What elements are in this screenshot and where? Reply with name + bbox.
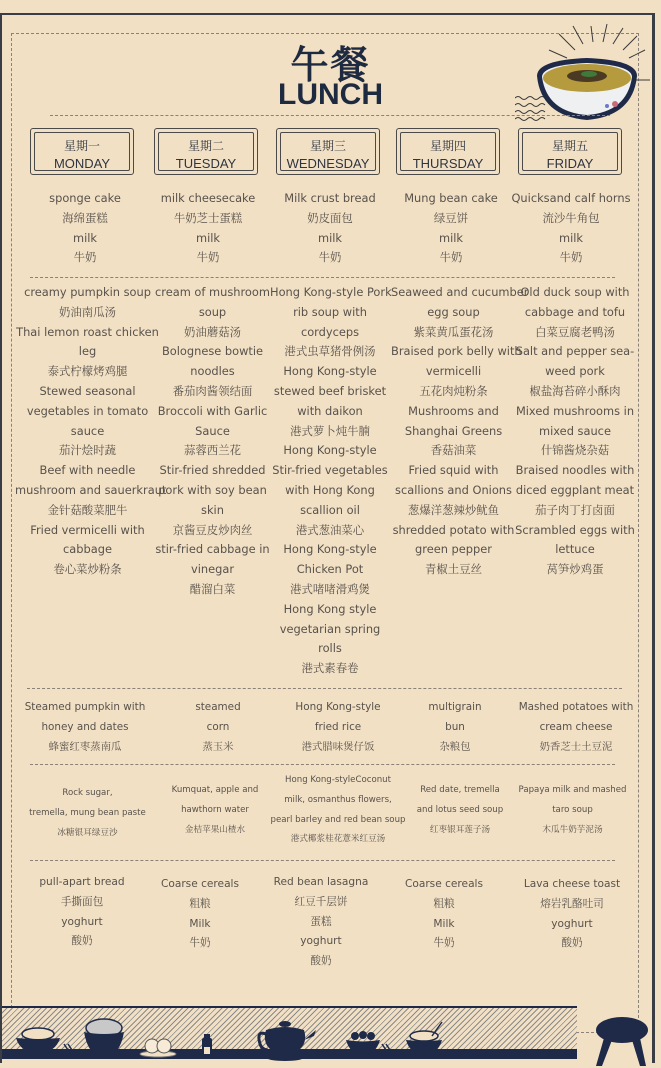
menu-item: 紫菜黄瓜蛋花汤 [413, 324, 494, 339]
menu-item: Braised noodles with [515, 463, 635, 478]
menu-item: Hong Kong-style [283, 443, 377, 458]
menu-item: 葱爆洋葱辣炒鱿鱼 [407, 502, 500, 517]
menu-item: 粗粮 [433, 897, 455, 910]
menu-item: Braised pork belly with [391, 344, 522, 359]
friday-dessert-soup [510, 781, 635, 840]
menu-item: 港式素春卷 [301, 661, 359, 676]
day-label-en: MONDAY [53, 156, 111, 171]
menu-item: Stir-fried vegetables [272, 463, 388, 478]
menu-item: Red bean lasagna [273, 876, 369, 888]
friday-main-dishes [515, 283, 635, 580]
menu-item: 红枣银耳莲子汤 [429, 824, 491, 835]
menu-item: Scrambled eggs with [515, 522, 635, 537]
menu-item: 牛奶 [559, 250, 583, 265]
menu-item: milk [438, 230, 464, 245]
menu-item: Sauce [195, 423, 230, 438]
menu-item: 番茄肉酱领结面 [172, 383, 253, 398]
day-label-zh: 星期二 [187, 139, 224, 153]
menu-item: 奶油蘑菇汤 [184, 324, 241, 339]
menu-item: Broccoli with Garlic [157, 403, 268, 418]
menu-item: Milk [189, 917, 211, 930]
thursday-main-dishes [391, 283, 529, 580]
menu-item: 绿豆饼 [433, 210, 469, 225]
menu-item: 酸奶 [561, 937, 583, 950]
tuesday-afternoon-snack [140, 875, 260, 954]
menu-item: 椒盐海苔碎小酥肉 [529, 383, 621, 398]
day-monday [30, 128, 134, 175]
tuesday-morning-snack [148, 189, 268, 268]
menu-item: Papaya milk and mashed [518, 785, 627, 795]
menu-item: tremella, mung bean paste [29, 807, 146, 818]
menu-item: Hong Kong-style [295, 701, 381, 713]
menu-item: 奶皮面包 [307, 210, 353, 225]
menu-item: 酸奶 [310, 955, 332, 968]
menu-item: Shanghai Greens [404, 423, 503, 438]
menu-item: Red date, tremella [420, 785, 500, 795]
menu-item: multigrain [428, 701, 482, 713]
menu-item: with daikon [297, 403, 363, 418]
menu-item: milk [558, 230, 584, 245]
menu-item: weed pork [545, 364, 605, 379]
menu-item: 什锦酱烧杂菇 [540, 443, 610, 458]
menu-item: 流沙牛角包 [542, 210, 600, 225]
menu-item: creamy pumpkin soup [24, 285, 151, 299]
menu-item: vegetarian spring [279, 621, 381, 636]
menu-item: 牛奶 [318, 250, 342, 265]
menu-item: fried rice [314, 720, 362, 733]
rice-bowl-spoon-icon [406, 1022, 442, 1056]
menu-item: mushroom and sauerkraut [15, 482, 167, 497]
section-divider [27, 688, 622, 689]
monday-main-dishes [15, 283, 167, 580]
tuesday-main-dishes [155, 283, 270, 600]
menu-item: Mushrooms and [408, 403, 499, 418]
menu-item: taro soup [552, 804, 593, 815]
tuesday-dessert-soup [160, 781, 270, 840]
menu-item: Seaweed and cucumber [391, 285, 529, 299]
teapot-icon [259, 1021, 316, 1061]
menu-item: Mashed potatoes with [518, 701, 634, 713]
menu-item: rolls [318, 641, 342, 656]
menu-item: Steamed pumpkin with [24, 701, 146, 713]
menu-item: sponge cake [49, 191, 121, 205]
menu-item: cabbage [63, 542, 112, 557]
day-label-en: FRIDAY [546, 156, 594, 171]
menu-item: bun [445, 720, 465, 733]
friday-staple [516, 698, 636, 757]
menu-item: 海绵蛋糕 [62, 210, 108, 225]
menu-item: yoghurt [61, 915, 103, 928]
menu-item: Chicken Pot [296, 562, 364, 577]
menu-item: Fried vermicelli with [30, 522, 145, 537]
menu-item: Hong Kong-style [283, 542, 377, 557]
weekday-header-row [0, 128, 661, 176]
day-label-zh: 星期三 [309, 139, 346, 153]
monday-dessert-soup [20, 784, 155, 843]
menu-item: 港式腊味煲仔饭 [301, 740, 375, 753]
menu-item: 青椒土豆丝 [425, 562, 482, 577]
monday-morning-snack [25, 189, 145, 268]
menu-item: 港式虫草猪骨例汤 [284, 344, 376, 359]
menu-item: honey and dates [41, 720, 129, 733]
menu-item: 白菜豆腐老鸭汤 [535, 324, 615, 339]
menu-item: vegetables in tomato [26, 403, 149, 418]
menu-item: 卷心菜炒粉条 [53, 562, 122, 577]
menu-item: 五花肉炖粉条 [419, 383, 488, 398]
menu-item: pearl barley and red bean soup [270, 814, 406, 825]
menu-item: egg soup [427, 304, 480, 319]
menu-item: Bolognese bowtie [161, 344, 264, 359]
noodle-bowl-icon [84, 1019, 124, 1058]
menu-item: corn [206, 720, 230, 733]
day-label-en: WEDNESDAY [286, 156, 370, 171]
menu-item: 茄子肉丁打卤面 [535, 502, 615, 517]
menu-item: pull-apart bread [39, 876, 125, 888]
menu-item: 京酱豆皮炒肉丝 [172, 522, 253, 537]
wednesday-dessert-soup [268, 771, 408, 850]
section-divider [30, 860, 615, 861]
menu-item: Kumquat, apple and [171, 785, 259, 795]
menu-item: cream cheese [539, 720, 613, 733]
menu-item: milk [195, 230, 221, 245]
menu-item: yoghurt [551, 917, 593, 930]
menu-item: Milk crust bread [284, 191, 376, 205]
menu-item: stir-fried cabbage in [155, 542, 270, 557]
title-english: LUNCH [278, 78, 383, 111]
menu-item: hawthorn water [181, 804, 249, 815]
menu-item: shredded potato with [392, 522, 515, 537]
thursday-morning-snack [391, 189, 511, 268]
menu-item: 蜂蜜红枣蒸南瓜 [48, 740, 122, 753]
menu-item: Lava cheese toast [523, 878, 621, 890]
stool-icon [596, 1017, 648, 1066]
day-thursday [396, 128, 500, 175]
menu-item: Fried squid with [408, 463, 499, 478]
tuesday-staple [158, 698, 278, 757]
menu-item: lettuce [555, 542, 595, 557]
menu-item: 蛋糕 [310, 915, 332, 928]
thursday-dessert-soup [405, 781, 515, 840]
menu-item: 熔岩乳酪吐司 [540, 897, 604, 910]
menu-item: Hong Kong-style [283, 364, 377, 379]
menu-item: 手撕面包 [60, 895, 104, 908]
friday-afternoon-snack [512, 875, 632, 954]
rice-bowl-icon [16, 1028, 60, 1057]
menu-item: Thai lemon roast chicken [16, 324, 159, 339]
day-label-en: TUESDAY [175, 156, 237, 171]
menu-item: scallions and Onions [395, 482, 512, 497]
menu-item: Coarse cereals [160, 878, 240, 890]
buns-icon [140, 1039, 176, 1057]
menu-item: Hong Kong style [283, 601, 377, 616]
day-wednesday [276, 128, 380, 175]
menu-item: Milk [433, 917, 455, 930]
menu-item: cream of mushroom [155, 285, 270, 299]
chopsticks-icon [382, 1044, 394, 1056]
menu-item: Mixed mushrooms in [515, 403, 635, 418]
menu-item: cabbage and tofu [524, 304, 626, 319]
menu-item: diced eggplant meat [515, 482, 635, 497]
menu-item: Coarse cereals [404, 878, 484, 890]
menu-item: Rock sugar, [62, 788, 113, 798]
menu-item: 牛奶 [439, 250, 463, 265]
menu-item: vinegar [190, 562, 235, 577]
thursday-afternoon-snack [384, 875, 504, 954]
menu-item: 杂粮包 [439, 740, 471, 753]
menu-item: 奶香芝士土豆泥 [539, 740, 613, 753]
menu-item: mixed sauce [539, 423, 611, 438]
menu-item: sauce [70, 423, 105, 438]
chopsticks-icon [64, 1044, 76, 1056]
monday-afternoon-snack [22, 873, 142, 952]
menu-item: stewed beef brisket [273, 383, 387, 398]
menu-item: and lotus seed soup [416, 804, 504, 815]
menu-item: 酸奶 [71, 935, 93, 948]
day-label-en: THURSDAY [412, 156, 484, 171]
title-divider [50, 115, 610, 116]
day-friday [518, 128, 622, 175]
dumpling-bowl-icon [346, 1031, 380, 1056]
menu-item: 蒸玉米 [202, 740, 234, 753]
menu-item: steamed [195, 701, 241, 713]
menu-item: 红豆千层饼 [294, 895, 348, 908]
menu-item: Hong Kong-styleCoconut [285, 775, 391, 785]
day-label-zh: 星期四 [429, 139, 466, 153]
menu-item: Hong Kong-style Pork [270, 285, 392, 299]
menu-item: Stir-fried shredded [159, 463, 266, 478]
footer-illustrations [0, 990, 661, 1068]
menu-item: milk [317, 230, 343, 245]
menu-item: 香菇油菜 [430, 443, 477, 458]
menu-item: rib soup with [293, 304, 367, 319]
menu-item: 牛奶芝士蛋糕 [173, 210, 243, 225]
menu-item: 牛奶 [433, 937, 455, 950]
menu-item: 港式萝卜炖牛腩 [290, 423, 370, 438]
menu-item: 泰式柠檬烤鸡腿 [47, 364, 128, 379]
day-label-zh: 星期一 [63, 139, 100, 153]
title-chinese: 午餐 [290, 43, 371, 87]
menu-item: 牛奶 [73, 250, 97, 265]
menu-item: skin [201, 502, 224, 517]
menu-item: Beef with needle [39, 463, 136, 478]
menu-item: pork with soy bean [158, 482, 267, 497]
menu-item: 港式葱油菜心 [295, 522, 365, 537]
section-divider [30, 764, 615, 765]
menu-item: 牛奶 [189, 937, 211, 950]
menu-item: 金桔苹果山楂水 [184, 824, 246, 835]
menu-item: Mung bean cake [404, 191, 498, 205]
day-label-zh: 星期五 [551, 139, 588, 153]
thursday-staple [395, 698, 515, 757]
wednesday-staple [278, 698, 398, 757]
section-divider [30, 277, 615, 278]
menu-item: 港式啫啫滑鸡煲 [290, 581, 370, 596]
menu-item: 金针菇酸菜肥牛 [47, 502, 128, 517]
menu-item: 港式椰浆桂花薏米红豆汤 [290, 834, 386, 845]
day-tuesday [154, 128, 258, 175]
menu-item: yoghurt [300, 935, 342, 948]
monday-staple [20, 698, 150, 757]
menu-item: scallion oil [300, 502, 360, 517]
menu-item: 蒜蓉西兰花 [184, 443, 241, 458]
menu-item: vermicelli [425, 364, 482, 379]
menu-item: 木瓜牛奶芋泥汤 [542, 824, 603, 835]
menu-item: noodles [190, 364, 235, 379]
menu-item: 冰糖银耳绿豆沙 [57, 827, 118, 838]
friday-morning-snack [511, 189, 631, 268]
menu-item: Salt and pepper sea- [515, 344, 635, 359]
menu-item: Stewed seasonal [39, 383, 136, 398]
menu-item: Quicksand calf horns [511, 191, 631, 205]
soup-bowl-icon [515, 20, 650, 130]
menu-item: leg [78, 344, 97, 359]
menu-item: green pepper [415, 542, 492, 557]
menu-item: 茄汁烩时蔬 [59, 443, 116, 458]
menu-item: with Hong Kong [285, 482, 375, 497]
wednesday-morning-snack [270, 189, 390, 268]
menu-item: 莴笋炒鸡蛋 [546, 562, 604, 577]
menu-item: milk, osmanthus flowers, [284, 794, 392, 805]
menu-item: 粗粮 [189, 897, 211, 910]
menu-item: Old duck soup with [520, 285, 630, 299]
condiment-bottle-icon [202, 1034, 212, 1056]
menu-item: soup [198, 304, 227, 319]
wednesday-main-dishes [270, 283, 390, 679]
menu-item: milk cheesecake [160, 191, 256, 205]
menu-item: 醋溜白菜 [189, 581, 236, 596]
wednesday-afternoon-snack [261, 873, 381, 972]
menu-item: 牛奶 [196, 250, 220, 265]
menu-item: milk [72, 230, 98, 245]
menu-item: 奶油南瓜汤 [59, 304, 116, 319]
menu-item: cordyceps [300, 324, 360, 339]
